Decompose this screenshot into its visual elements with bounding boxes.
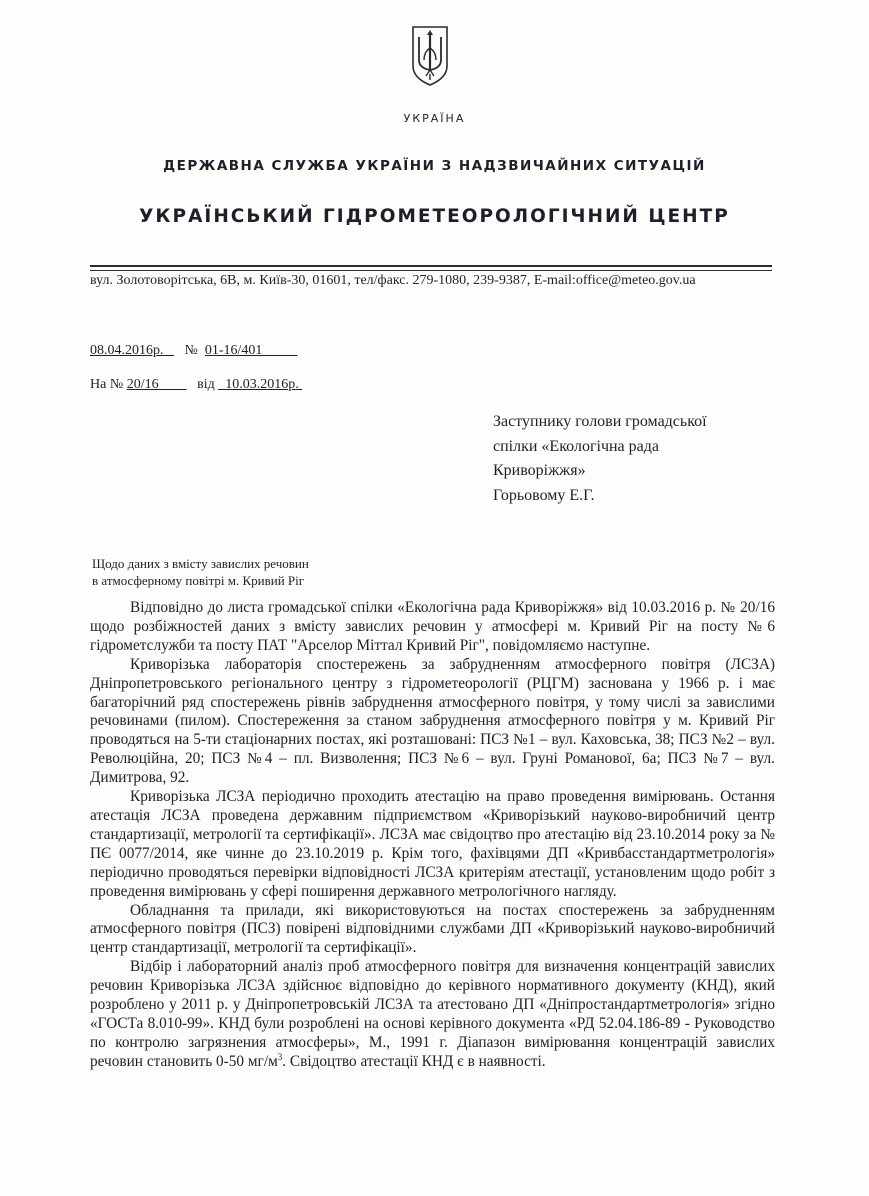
addressee-line: Горьовому Е.Г. <box>493 486 595 504</box>
letter-body <box>90 599 775 1072</box>
outgoing-date: 08.04.2016р. <box>90 343 164 358</box>
body-paragraph: Обладнання та прилади, які використовуються на постах спостережень за забрудненням атмосферного повітря (ПСЗ) повірені відповідними службами ДП «Криворізький науково-виробничий центр стандартизації, метрології та сертифікації». <box>90 901 775 957</box>
number-label: № <box>184 343 198 358</box>
trident-emblem-icon <box>410 24 450 88</box>
incoming-reference <box>90 377 302 393</box>
body-paragraph: Відповідно до листа громадської спілки «Екологічна рада Криворіжжя» від 10.03.2016 р. № 20/16 щодо розбіжностей даних з вмісту завислих речовин у атмосфері м. Кривий Ріг на посту №6 гідрометслужби та посту ПАТ "Арселор Міттал Кривий Ріг", повідомляємо наступне. <box>90 599 775 654</box>
organization-name: УКРАЇНСЬКИЙ ГІДРОМЕТЕОРОЛОГІЧНИЙ ЦЕНТР <box>139 206 730 227</box>
addressee-line: спілки «Екологічна рада <box>493 437 659 455</box>
subject-line: Щодо даних з вмісту завислих речовин <box>92 556 309 571</box>
body-paragraph: Криворізька лабораторія спостережень за забрудненням атмосферного повітря (ЛСЗА) Дніпропетровського регіонального центру з гідрометеорології (РЦГМ) заснована у 1966 р. і має багаторічний ряд спостережень рівнів забруднення атмосферного повітря, у тому числі за завислими речовинами (пилом). Спостереження за станом забруднення атмосферного повітря у м. Кривий Ріг проводяться на 5-ти стаціонарних постах, які розташовані: ПСЗ №1 – вул. Каховська, 38; ПСЗ №2 – вул. Революційна, 20; ПСЗ №4 – пл. Визволення; ПСЗ №6 – вул. Груні Романової, 6а; ПСЗ №7 – вул. Димитрова, 92. <box>90 655 775 787</box>
from-label: від <box>197 377 215 392</box>
addressee-line: Заступнику голови громадської <box>493 413 707 430</box>
country-name: УКРАЇНА <box>403 112 466 125</box>
letterhead-rule-thick <box>90 265 772 267</box>
reply-to-label: На № <box>90 377 124 392</box>
reply-to-date: 10.03.2016р. <box>225 377 299 392</box>
body-paragraph: Криворізька ЛСЗА періодично проходить атестацію на право проведення вимірювань. Остання атестація ЛСЗА проведена державним підприємством «Криворізький науково-виробничий центр стандартизації, метрології та сертифікації». ЛСЗА має свідоцтво про атестацію від 23.10.2014 року за № ПЄ 0077/2014, яке чинне до 23.10.2019 р. Крім того, фахівцями ДП «Кривбасстандартметрологія» періодично проводяться перевірки відповідності ЛСЗА критеріям атестації, установленим щодо робіт з проведення вимірювань у сфері поширення державного метрологічного нагляду. <box>90 788 775 900</box>
reply-to-number: 20/16 <box>126 377 159 392</box>
organization-address: вул. Золотоворітська, 6В, м. Київ-30, 01601, тел/факс. 279-1080, 239-9387, E-mail:office@meteo.gov.ua <box>90 273 696 288</box>
service-name: ДЕРЖАВНА СЛУЖБА УКРАЇНИ З НАДЗВИЧАЙНИХ СИТУАЦІЙ <box>163 158 706 174</box>
subject-line: в атмосферному повітрі м. Кривий Ріг <box>92 573 305 588</box>
addressee-line: Криворіжжя» <box>493 462 586 479</box>
outgoing-reference <box>90 343 297 359</box>
outgoing-number: 01-16/401 <box>204 343 263 358</box>
letterhead-rule-thin <box>90 270 772 271</box>
body-paragraph: Відбір і лабораторний аналіз проб атмосферного повітря для визначення концентрацій завислих речовин Криворізька ЛСЗА здійснює відповідно до керівного нормативного документу (КНД), який розроблено у 2011 р. у Дніпропетровській ЛСЗА та атестовано ДП «Дніпростандартметрологія» згідно «ГОСТа 8.010-99». КНД були розроблені на основі керівного документа «РД 52.04.186-89 - Руководство по контролю загрязнения атмосферы», М., 1991 г. Діапазон вимірювання концентрацій завислих речовин становить 0-50 $мг/м^3$. Свідоцтво атестації КНД є в наявності. <box>90 958 775 1070</box>
addressee-block <box>493 410 707 508</box>
letter-subject <box>92 555 309 589</box>
